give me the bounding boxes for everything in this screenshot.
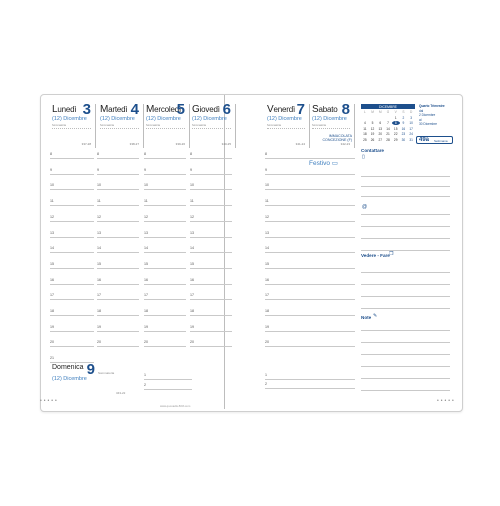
quarter-line-3: al bbox=[419, 117, 422, 122]
week-number: 49a bbox=[419, 137, 430, 143]
note-rule bbox=[361, 296, 450, 297]
left-hour-row bbox=[50, 340, 94, 347]
hour-label: 17 bbox=[50, 293, 54, 298]
hour-label: 21 bbox=[50, 356, 54, 361]
quarter-title: Quarto Trimestre bbox=[419, 104, 445, 108]
hour-label: 9 bbox=[265, 167, 267, 172]
hour-label: 8 bbox=[144, 152, 146, 156]
hour-label: 16 bbox=[265, 277, 269, 282]
calendar-day: 20 bbox=[378, 132, 383, 136]
note-rule bbox=[361, 354, 450, 355]
right-hour-row bbox=[265, 277, 355, 285]
hour-label: 16 bbox=[190, 277, 194, 282]
day-line-label: Sommatoria bbox=[312, 124, 326, 127]
hour-label: 15 bbox=[50, 261, 54, 266]
calendar-day: 30 bbox=[401, 137, 406, 142]
hour-label: 8 bbox=[190, 152, 192, 156]
festivo-text: Festivo bbox=[309, 160, 330, 167]
left-hour-row bbox=[190, 246, 232, 253]
festivo-label bbox=[309, 159, 338, 167]
left-hour-row bbox=[97, 246, 139, 253]
hour-label: 13 bbox=[144, 230, 148, 235]
calendar-day: 28 bbox=[386, 137, 390, 142]
calendar-day: 10 bbox=[409, 121, 413, 125]
hour-label: 9 bbox=[190, 167, 192, 172]
calendar-day: 13 bbox=[378, 126, 383, 131]
left-hour-row bbox=[97, 324, 139, 332]
calendar-day: 14 bbox=[386, 126, 390, 131]
hour-label: 19 bbox=[190, 324, 194, 329]
quarter-line-4: 30 Dicembre bbox=[419, 122, 438, 126]
left-hour-row bbox=[50, 214, 94, 222]
left-hour-row bbox=[190, 214, 232, 222]
calendar-day: 23 bbox=[401, 132, 406, 136]
left-hour-row bbox=[190, 230, 232, 238]
hour-label: 10 bbox=[144, 183, 148, 188]
sunday-box bbox=[50, 361, 95, 396]
left-hour-row bbox=[50, 246, 94, 253]
left-hour-row bbox=[144, 214, 186, 222]
day-note-line bbox=[312, 124, 350, 129]
left-hour-row bbox=[144, 261, 186, 269]
week_right-day-0 bbox=[265, 101, 310, 148]
calendar-day: 4 bbox=[363, 121, 366, 125]
day-note-line bbox=[52, 124, 91, 129]
day-month: (12) Dicembre bbox=[146, 116, 181, 122]
left-hour-row bbox=[97, 309, 139, 316]
hour-label: 13 bbox=[50, 230, 54, 235]
calendar-day: 17 bbox=[409, 126, 413, 131]
day-line-label: Sommatoria bbox=[100, 124, 114, 127]
calendar-grid bbox=[361, 110, 415, 142]
hour-label: 19 bbox=[50, 324, 54, 329]
right-hour-row bbox=[265, 324, 355, 332]
left-hour-row bbox=[97, 183, 139, 190]
left-hour-row bbox=[50, 309, 94, 316]
left-hour-row bbox=[144, 340, 186, 347]
hour-label: 20 bbox=[265, 340, 269, 345]
left-hour-row bbox=[144, 183, 186, 190]
hour-label: 15 bbox=[265, 261, 269, 266]
right-hour-row bbox=[265, 340, 355, 347]
note-rule bbox=[361, 366, 450, 367]
right-hour-row bbox=[265, 261, 355, 269]
todo-heading: Vedere - Fare bbox=[361, 253, 390, 258]
day-note-line bbox=[192, 124, 231, 129]
sunday-count: 343-22 bbox=[116, 391, 126, 395]
day-name: Venerdì bbox=[267, 104, 295, 115]
day-count: 338-27 bbox=[129, 142, 139, 146]
right-hour-row bbox=[265, 246, 355, 253]
hour-label: 2 bbox=[144, 383, 146, 387]
calendar-weekday: M bbox=[371, 110, 374, 114]
hour-label: 10 bbox=[50, 183, 54, 188]
hour-label: 14 bbox=[97, 246, 101, 251]
right-hour-row bbox=[265, 183, 355, 190]
day-line-label: Sommatoria bbox=[192, 124, 206, 127]
left-hour-row bbox=[97, 340, 139, 347]
calendar-weekday: D bbox=[409, 110, 413, 114]
note-rule bbox=[361, 214, 450, 215]
sunday-extra-row bbox=[144, 383, 192, 390]
day-month: (12) Dicembre bbox=[52, 116, 87, 122]
hour-label: 11 bbox=[190, 199, 194, 204]
notes-heading: Note bbox=[361, 315, 372, 320]
quarter-line-2: 2 Dicembre bbox=[419, 113, 436, 117]
calendar-day: 21 bbox=[386, 132, 390, 136]
calendar-day: 9 bbox=[402, 121, 405, 125]
left-hour-row bbox=[144, 199, 186, 206]
right-hour-row bbox=[265, 309, 355, 316]
day-month: (12) Dicembre bbox=[100, 116, 135, 122]
calendar-day bbox=[376, 116, 384, 120]
hour-label: 18 bbox=[50, 309, 54, 313]
note-rule bbox=[361, 238, 450, 239]
hour-label: 18 bbox=[190, 309, 194, 313]
right-hour-row bbox=[265, 199, 355, 206]
hour-label: 17 bbox=[97, 293, 101, 298]
left-hour-row bbox=[144, 309, 186, 316]
right-hour-row bbox=[265, 167, 355, 175]
hour-label: 10 bbox=[97, 183, 101, 188]
week_left-day-3 bbox=[190, 101, 236, 148]
day-line-label: Sommatoria bbox=[267, 124, 281, 127]
calendar-weekday: S bbox=[402, 110, 405, 114]
calendar-weekday: V bbox=[394, 110, 397, 114]
day-note-line bbox=[267, 124, 305, 129]
hour-label: 13 bbox=[265, 230, 269, 235]
day-count: 342-23 bbox=[340, 142, 350, 146]
day-month: (12) Dicembre bbox=[312, 116, 347, 122]
left-hour-row bbox=[97, 293, 139, 300]
hour-label: 1 bbox=[144, 373, 146, 377]
hour-label: 9 bbox=[50, 167, 52, 172]
sunday-month: (12) Dicembre bbox=[52, 376, 87, 382]
hour-label: 12 bbox=[50, 214, 54, 219]
right-hour-row bbox=[265, 214, 355, 222]
left-hour-row bbox=[50, 152, 94, 159]
corner-stitch-right: • • • • • bbox=[437, 398, 455, 404]
day-note-line bbox=[100, 124, 139, 129]
day-number: 3 bbox=[82, 101, 91, 118]
note-rule bbox=[361, 378, 450, 379]
left-hour-row bbox=[190, 340, 232, 347]
calendar-day: 25 bbox=[363, 137, 367, 142]
left-hour-row bbox=[144, 293, 186, 300]
hour-label: 19 bbox=[144, 324, 148, 329]
note-rule bbox=[361, 226, 450, 227]
left-hour-row bbox=[50, 199, 94, 206]
calendar-day: 2 bbox=[402, 115, 405, 120]
calendar-day: 3 bbox=[410, 115, 413, 120]
week_left-day-0 bbox=[50, 101, 96, 148]
hour-label: 19 bbox=[265, 324, 269, 329]
left-hour-row bbox=[190, 309, 232, 316]
left-hour-row bbox=[50, 261, 94, 269]
calendar-day: 18 bbox=[363, 132, 367, 136]
hour-label: 14 bbox=[50, 246, 54, 251]
day-number: 5 bbox=[176, 101, 185, 118]
hour-label: 12 bbox=[97, 214, 101, 219]
note-rule bbox=[361, 250, 450, 251]
right-hour-row bbox=[265, 230, 355, 238]
saint-line-2: CONCEZIONE (F) bbox=[322, 138, 352, 143]
left-hour-row bbox=[50, 293, 94, 300]
hour-label: 12 bbox=[190, 214, 194, 219]
calendar-day: 31 bbox=[409, 137, 413, 142]
saint-line-1: IMMACOLATA bbox=[328, 134, 352, 138]
hour-label: 10 bbox=[190, 183, 194, 188]
hour-label: 14 bbox=[265, 246, 269, 251]
hour-label: 12 bbox=[144, 214, 148, 219]
week_left-day-2 bbox=[144, 101, 190, 148]
hour-label: 15 bbox=[97, 261, 101, 266]
hour-label: 18 bbox=[265, 309, 269, 313]
hour-label: 11 bbox=[97, 199, 101, 204]
sunday-name: Domenica bbox=[52, 364, 84, 371]
quarter-info bbox=[419, 104, 451, 127]
left-hour-row bbox=[97, 277, 139, 285]
calendar-day: 19 bbox=[370, 132, 375, 136]
left-hour-row bbox=[97, 199, 139, 206]
day-line-label: Sommatoria bbox=[52, 124, 66, 127]
hour-label: 20 bbox=[144, 340, 148, 345]
week-badge bbox=[416, 136, 453, 144]
hour-label: 10 bbox=[265, 183, 269, 188]
hour-label: 14 bbox=[144, 246, 148, 251]
left-hour-row bbox=[50, 230, 94, 238]
calendar-day: 12 bbox=[370, 126, 375, 131]
left-hour-row bbox=[144, 230, 186, 238]
hour-label: 9 bbox=[144, 167, 146, 172]
note-rule bbox=[361, 342, 450, 343]
right-hour-row bbox=[265, 293, 355, 300]
left-hour-row bbox=[50, 324, 94, 332]
day-count: 337-28 bbox=[81, 142, 91, 146]
day-name: Mercoledì bbox=[146, 104, 182, 115]
hour-label: 20 bbox=[190, 340, 194, 345]
hour-label: 16 bbox=[144, 277, 148, 282]
day-number: 8 bbox=[341, 101, 350, 118]
note-rule bbox=[361, 390, 450, 391]
right-extra-row bbox=[265, 381, 355, 389]
festivo-icon: ▭ bbox=[331, 160, 338, 167]
left-hour-row bbox=[190, 167, 232, 175]
sunday-extra-row bbox=[144, 373, 192, 380]
calendar-day: 22 bbox=[393, 132, 398, 136]
day-count: 339-26 bbox=[175, 142, 185, 146]
left-hour-row bbox=[144, 167, 186, 175]
day-name: Lunedì bbox=[52, 104, 77, 115]
footer-url: www.quovadis-50th.com bbox=[160, 404, 191, 408]
hour-label: 20 bbox=[50, 340, 54, 345]
right-extra-row bbox=[265, 373, 355, 380]
hour-label: 12 bbox=[265, 214, 269, 219]
hour-label: 18 bbox=[144, 309, 148, 313]
calendar-weekday: M bbox=[378, 110, 382, 114]
sunday-number: 9 bbox=[86, 361, 95, 378]
left-hour-row bbox=[97, 167, 139, 175]
calendar-day bbox=[361, 116, 369, 120]
calendar-day: 29 bbox=[393, 137, 398, 142]
hour-label: 15 bbox=[144, 261, 148, 266]
hour-label: 1 bbox=[265, 373, 267, 377]
left-hour-row bbox=[144, 324, 186, 332]
hour-label: 8 bbox=[97, 152, 99, 156]
calendar-day: 7 bbox=[387, 121, 389, 125]
day-note-line bbox=[146, 124, 185, 129]
day-number: 4 bbox=[130, 101, 139, 118]
left-hour-row bbox=[190, 293, 232, 300]
day-month: (12) Dicembre bbox=[192, 116, 227, 122]
note-rule bbox=[361, 196, 450, 197]
hour-label: 14 bbox=[190, 246, 194, 251]
calendar-day: 6 bbox=[379, 121, 382, 125]
day-count: 341-24 bbox=[295, 142, 305, 146]
note-rule bbox=[361, 284, 450, 285]
week-label: Settimana bbox=[434, 139, 448, 143]
hour-label: 17 bbox=[265, 293, 269, 298]
hour-label: 8 bbox=[50, 152, 52, 156]
left-hour-row bbox=[97, 261, 139, 269]
left-hour-row bbox=[97, 152, 139, 159]
note-rule bbox=[361, 176, 450, 177]
calendar-day: 11 bbox=[363, 126, 367, 131]
left-hour-row bbox=[190, 199, 232, 206]
hour-label: 11 bbox=[144, 199, 148, 204]
note-rule bbox=[361, 272, 450, 273]
sunday-line-label: Sommatoria bbox=[98, 371, 115, 375]
day-number: 7 bbox=[296, 101, 305, 118]
clipboard-icon: ❐ bbox=[389, 251, 394, 257]
day-name: Giovedì bbox=[192, 104, 220, 115]
calendar-weekday: G bbox=[386, 110, 390, 114]
day-name: Sabato bbox=[312, 104, 338, 115]
left-hour-row bbox=[190, 261, 232, 269]
pen-icon: ✎ bbox=[373, 313, 378, 319]
hour-label: 16 bbox=[97, 277, 101, 282]
day-name: Martedì bbox=[100, 104, 128, 115]
hour-label: 17 bbox=[144, 293, 148, 298]
mini-calendar bbox=[361, 104, 415, 142]
left-hour-row bbox=[50, 183, 94, 190]
hour-label: 2 bbox=[265, 381, 267, 386]
left-hour-row bbox=[50, 167, 94, 175]
day-line-label: Sommatoria bbox=[146, 124, 160, 127]
left-hour-row bbox=[190, 277, 232, 285]
calendar-day: 26 bbox=[370, 137, 375, 142]
phone-icon: ▯ bbox=[362, 154, 365, 160]
week_left-day-1 bbox=[98, 101, 144, 148]
hour-label: 13 bbox=[97, 230, 101, 235]
calendar-day: 1 bbox=[394, 115, 397, 120]
calendar-day: 8 bbox=[392, 121, 400, 125]
note-rule bbox=[361, 308, 450, 309]
calendar-title: DICEMBRE bbox=[361, 104, 415, 109]
hour-label: 15 bbox=[190, 261, 194, 266]
day-number: 6 bbox=[222, 101, 231, 118]
calendar-day: 5 bbox=[371, 121, 374, 125]
hour-label: 20 bbox=[97, 340, 101, 345]
hour-label: 8 bbox=[265, 152, 267, 156]
day-month: (12) Dicembre bbox=[267, 116, 302, 122]
left-hour-row bbox=[190, 324, 232, 332]
left-hour-row bbox=[190, 183, 232, 190]
note-rule bbox=[361, 186, 450, 187]
day-count: 340-25 bbox=[221, 142, 231, 146]
left-hour-row bbox=[97, 230, 139, 238]
hour-label: 17 bbox=[190, 293, 194, 298]
calendar-weekday: L bbox=[363, 110, 366, 114]
quarter-line-1: dal bbox=[419, 108, 424, 113]
hour-label: 11 bbox=[265, 199, 269, 204]
left-hour-row bbox=[97, 214, 139, 222]
calendar-day: 24 bbox=[409, 132, 413, 136]
hour-label: 9 bbox=[97, 167, 99, 172]
calendar-day: 15 bbox=[393, 126, 398, 131]
contacts-heading: Contattare bbox=[361, 148, 384, 153]
left-hour-row bbox=[144, 152, 186, 159]
hour-label: 13 bbox=[190, 230, 194, 235]
at-icon: @ bbox=[362, 204, 368, 210]
saint-note bbox=[314, 134, 352, 142]
left-hour-row bbox=[144, 246, 186, 253]
calendar-day: 27 bbox=[378, 137, 383, 142]
corner-stitch-left: • • • • • bbox=[40, 398, 58, 404]
calendar-day bbox=[384, 116, 392, 120]
calendar-day bbox=[369, 116, 377, 120]
hour-label: 19 bbox=[97, 324, 101, 329]
hour-label: 11 bbox=[50, 199, 54, 204]
hour-label: 16 bbox=[50, 277, 54, 282]
left-hour-row bbox=[50, 277, 94, 285]
hour-label: 18 bbox=[97, 309, 101, 313]
calendar-day: 16 bbox=[401, 126, 406, 131]
note-rule bbox=[361, 330, 450, 331]
left-hour-row bbox=[190, 152, 232, 159]
left-hour-row bbox=[144, 277, 186, 285]
